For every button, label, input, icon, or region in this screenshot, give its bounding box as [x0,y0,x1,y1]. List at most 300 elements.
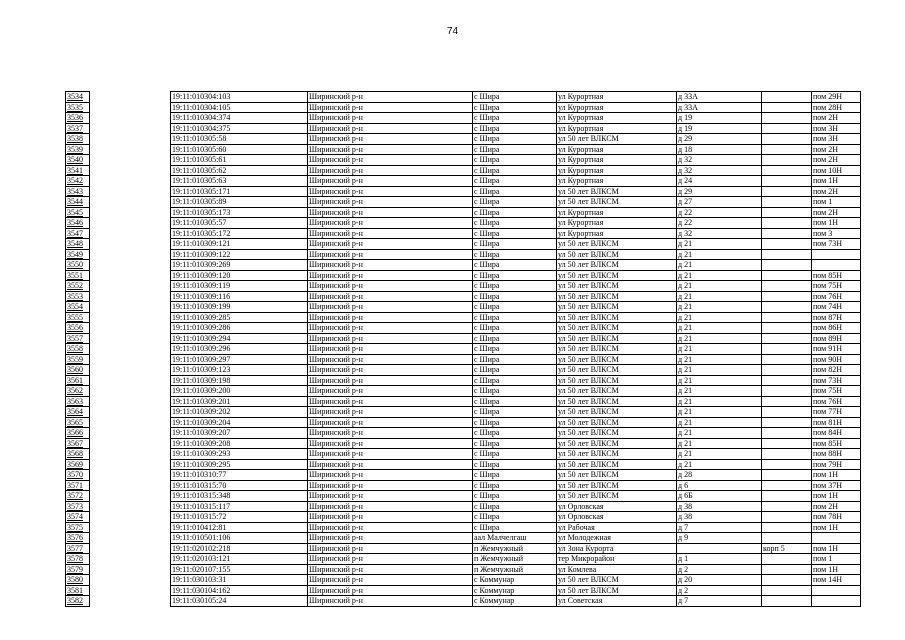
district-cell: Ширинский р-н [308,260,473,271]
table-row [66,186,861,197]
spacer-cell [90,344,171,355]
spacer-cell [90,449,171,460]
district-cell: Ширинский р-н [308,134,473,145]
settlement-cell: с Шира [473,207,557,218]
house-cell: д 21 [677,396,762,407]
spacer-cell [90,575,171,586]
building-cell [762,365,812,376]
spacer-cell [90,333,171,344]
settlement-cell: п Жемчужный [473,564,557,575]
house-cell: д 21 [677,407,762,418]
district-cell: Ширинский р-н [308,449,473,460]
house-cell: д 29 [677,134,762,145]
spacer-cell [90,123,171,134]
row-number-cell: 3571 [66,480,90,491]
spacer-cell [90,113,171,124]
house-cell: д 24 [677,176,762,187]
house-cell: д 18 [677,144,762,155]
settlement-cell: с Шира [473,218,557,229]
house-cell: д 38 [677,501,762,512]
cadastral-number-cell: 19:11:010309:294 [171,333,308,344]
district-cell: Ширинский р-н [308,596,473,607]
street-cell: ул Орловская [557,512,677,523]
cadastral-number-cell: 19:11:010304:103 [171,92,308,103]
cadastral-number-cell: 19:11:010305:61 [171,155,308,166]
cadastral-number-cell: 19:11:010315:72 [171,512,308,523]
table-row [66,543,861,554]
row-number-cell: 3576 [66,533,90,544]
district-cell: Ширинский р-н [308,396,473,407]
street-cell: ул Курортная [557,218,677,229]
row-number-cell: 3549 [66,249,90,260]
premises-cell: пом 2Н [812,144,861,155]
premises-cell: пом 86Н [812,323,861,334]
house-cell: д 21 [677,333,762,344]
premises-cell: пом 28Н [812,102,861,113]
row-number-cell: 3535 [66,102,90,113]
house-cell: д 33А [677,102,762,113]
table-row [66,165,861,176]
district-cell: Ширинский р-н [308,239,473,250]
house-cell: д 21 [677,249,762,260]
street-cell: ул Курортная [557,176,677,187]
street-cell: ул 50 лет ВЛКСМ [557,491,677,502]
premises-cell: пом 1 [812,197,861,208]
spacer-cell [90,239,171,250]
settlement-cell: с Шира [473,144,557,155]
cadastral-number-cell: 19:11:010309:200 [171,386,308,397]
house-cell: д 6Б [677,491,762,502]
page-number: 74 [446,26,459,37]
street-cell: ул 50 лет ВЛКСМ [557,417,677,428]
premises-cell: пом 3Н [812,134,861,145]
table-row [66,228,861,239]
row-number-cell: 3540 [66,155,90,166]
building-cell [762,291,812,302]
table-row [66,501,861,512]
spacer-cell [90,459,171,470]
spacer-cell [90,281,171,292]
registry-body [66,92,861,607]
spacer-cell [90,354,171,365]
building-cell [762,585,812,596]
table-row [66,102,861,113]
table-row [66,365,861,376]
street-cell: ул Курортная [557,228,677,239]
row-number-cell: 3547 [66,228,90,239]
street-cell: ул Курортная [557,92,677,103]
cadastral-number-cell: 19:11:010315:117 [171,501,308,512]
spacer-cell [90,407,171,418]
row-number-cell: 3570 [66,470,90,481]
spacer-cell [90,501,171,512]
spacer-cell [90,470,171,481]
cadastral-number-cell: 19:11:010309:121 [171,239,308,250]
cadastral-number-cell: 19:11:010305:171 [171,186,308,197]
cadastral-number-cell: 19:11:010309:207 [171,428,308,439]
district-cell: Ширинский р-н [308,354,473,365]
premises-cell [812,533,861,544]
premises-cell: пом 14Н [812,575,861,586]
table-row [66,386,861,397]
house-cell: д 38 [677,512,762,523]
district-cell: Ширинский р-н [308,323,473,334]
row-number-cell: 3577 [66,543,90,554]
settlement-cell: с Шира [473,228,557,239]
row-number-cell: 3557 [66,333,90,344]
spacer-cell [90,543,171,554]
spacer-cell [90,228,171,239]
premises-cell: пом 88Н [812,449,861,460]
building-cell [762,564,812,575]
house-cell: д 21 [677,239,762,250]
settlement-cell: с Шира [473,176,557,187]
settlement-cell: с Шира [473,480,557,491]
settlement-cell: с Шира [473,291,557,302]
row-number-cell: 3578 [66,554,90,565]
district-cell: Ширинский р-н [308,291,473,302]
house-cell: д 2 [677,585,762,596]
settlement-cell: с Шира [473,270,557,281]
premises-cell: пом 81Н [812,417,861,428]
district-cell: Ширинский р-н [308,575,473,586]
premises-cell: пом 37Н [812,480,861,491]
row-number-cell: 3582 [66,596,90,607]
row-number-cell: 3534 [66,92,90,103]
premises-cell: пом 74Н [812,302,861,313]
street-cell: ул 50 лет ВЛКСМ [557,186,677,197]
row-number-cell: 3559 [66,354,90,365]
district-cell: Ширинский р-н [308,144,473,155]
district-cell: Ширинский р-н [308,312,473,323]
premises-cell [812,596,861,607]
building-cell [762,302,812,313]
premises-cell: пом 2Н [812,113,861,124]
premises-cell: пом 75Н [812,386,861,397]
house-cell: д 21 [677,281,762,292]
house-cell: д 22 [677,218,762,229]
premises-cell: пом 77Н [812,407,861,418]
street-cell: ул Зона Курорта [557,543,677,554]
street-cell: ул 50 лет ВЛКСМ [557,386,677,397]
building-cell [762,417,812,428]
premises-cell: пом 3Н [812,123,861,134]
district-cell: Ширинский р-н [308,333,473,344]
spacer-cell [90,144,171,155]
spacer-cell [90,165,171,176]
premises-cell: пом 73Н [812,239,861,250]
table-row [66,459,861,470]
building-cell [762,113,812,124]
table-row [66,470,861,481]
district-cell: Ширинский р-н [308,102,473,113]
premises-cell: пом 73Н [812,375,861,386]
settlement-cell: с Шира [473,449,557,460]
settlement-cell: с Шира [473,155,557,166]
spacer-cell [90,186,171,197]
house-cell: д 33А [677,92,762,103]
row-number-cell: 3568 [66,449,90,460]
spacer-cell [90,480,171,491]
cadastral-number-cell: 19:11:010305:62 [171,165,308,176]
spacer-cell [90,134,171,145]
premises-cell [812,260,861,271]
table-row [66,123,861,134]
cadastral-number-cell: 19:11:010309:293 [171,449,308,460]
premises-cell: пом 1 [812,554,861,565]
building-cell: корп 5 [762,543,812,554]
cadastral-number-cell: 19:11:020102:218 [171,543,308,554]
street-cell: ул 50 лет ВЛКСМ [557,239,677,250]
cadastral-number-cell: 19:11:010412:81 [171,522,308,533]
table-row [66,302,861,313]
row-number-cell: 3563 [66,396,90,407]
house-cell [677,543,762,554]
spacer-cell [90,102,171,113]
table-row [66,512,861,523]
spacer-cell [90,512,171,523]
district-cell: Ширинский р-н [308,165,473,176]
row-number-cell: 3581 [66,585,90,596]
premises-cell: пом 1Н [812,470,861,481]
settlement-cell: с Шира [473,333,557,344]
district-cell: Ширинский р-н [308,302,473,313]
spacer-cell [90,396,171,407]
row-number-cell: 3536 [66,113,90,124]
row-number-cell: 3561 [66,375,90,386]
table-row [66,333,861,344]
table-row [66,585,861,596]
district-cell: Ширинский р-н [308,533,473,544]
premises-cell: пом 85Н [812,438,861,449]
cadastral-number-cell: 19:11:030104:162 [171,585,308,596]
street-cell: ул 50 лет ВЛКСМ [557,365,677,376]
table-row [66,564,861,575]
row-number-cell: 3564 [66,407,90,418]
row-number-cell: 3551 [66,270,90,281]
house-cell: д 2 [677,564,762,575]
building-cell [762,522,812,533]
settlement-cell: с Шира [473,512,557,523]
settlement-cell: с Шира [473,354,557,365]
settlement-cell: с Шира [473,522,557,533]
settlement-cell: с Шира [473,438,557,449]
table-row [66,354,861,365]
row-number-cell: 3556 [66,323,90,334]
cadastral-number-cell: 19:11:010309:199 [171,302,308,313]
settlement-cell: с Шира [473,365,557,376]
row-number-cell: 3553 [66,291,90,302]
house-cell: д 7 [677,596,762,607]
district-cell: Ширинский р-н [308,365,473,376]
street-cell: ул Комлева [557,564,677,575]
building-cell [762,123,812,134]
premises-cell: пом 1Н [812,176,861,187]
spacer-cell [90,564,171,575]
spacer-cell [90,197,171,208]
settlement-cell: с Шира [473,281,557,292]
spacer-cell [90,585,171,596]
street-cell: ул 50 лет ВЛКСМ [557,291,677,302]
street-cell: ул 50 лет ВЛКСМ [557,260,677,271]
table-row [66,491,861,502]
district-cell: Ширинский р-н [308,155,473,166]
cadastral-number-cell: 19:11:010309:286 [171,323,308,334]
row-number-cell: 3575 [66,522,90,533]
street-cell: ул 50 лет ВЛКСМ [557,333,677,344]
settlement-cell: с Шира [473,375,557,386]
premises-cell: пом 79Н [812,459,861,470]
settlement-cell: с Шира [473,428,557,439]
house-cell: д 27 [677,197,762,208]
district-cell: Ширинский р-н [308,554,473,565]
house-cell: д 1 [677,554,762,565]
cadastral-number-cell: 19:11:010309:285 [171,312,308,323]
premises-cell [812,585,861,596]
street-cell: ул 50 лет ВЛКСМ [557,375,677,386]
row-number-cell: 3542 [66,176,90,187]
cadastral-number-cell: 19:11:010309:297 [171,354,308,365]
street-cell: ул 50 лет ВЛКСМ [557,302,677,313]
building-cell [762,386,812,397]
street-cell: ул 50 лет ВЛКСМ [557,354,677,365]
district-cell: Ширинский р-н [308,522,473,533]
row-number-cell: 3566 [66,428,90,439]
house-cell: д 32 [677,155,762,166]
settlement-cell: с Шира [473,491,557,502]
street-cell: ул Советская [557,596,677,607]
spacer-cell [90,176,171,187]
settlement-cell: с Шира [473,407,557,418]
building-cell [762,186,812,197]
row-number-cell: 3579 [66,564,90,575]
table-row [66,375,861,386]
cadastral-number-cell: 19:11:010309:116 [171,291,308,302]
house-cell: д 22 [677,207,762,218]
district-cell: Ширинский р-н [308,491,473,502]
district-cell: Ширинский р-н [308,281,473,292]
spacer-cell [90,260,171,271]
row-number-cell: 3569 [66,459,90,470]
street-cell: ул Молодежная [557,533,677,544]
building-cell [762,323,812,334]
street-cell: ул Курортная [557,165,677,176]
district-cell: Ширинский р-н [308,228,473,239]
premises-cell: пом 78Н [812,512,861,523]
house-cell: д 20 [677,575,762,586]
table-row [66,218,861,229]
cadastral-number-cell: 19:11:010305:89 [171,197,308,208]
row-number-cell: 3543 [66,186,90,197]
row-number-cell: 3574 [66,512,90,523]
building-cell [762,459,812,470]
cadastral-number-cell: 19:11:010310:77 [171,470,308,481]
row-number-cell: 3546 [66,218,90,229]
spacer-cell [90,491,171,502]
building-cell [762,575,812,586]
building-cell [762,102,812,113]
spacer-cell [90,428,171,439]
premises-cell: пом 2Н [812,186,861,197]
table-row [66,281,861,292]
premises-cell: пом 76Н [812,396,861,407]
district-cell: Ширинский р-н [308,113,473,124]
settlement-cell: с Шира [473,134,557,145]
cadastral-number-cell: 19:11:010309:122 [171,249,308,260]
district-cell: Ширинский р-н [308,459,473,470]
settlement-cell: с Шира [473,102,557,113]
street-cell: ул Курортная [557,123,677,134]
house-cell: д 6 [677,480,762,491]
building-cell [762,144,812,155]
row-number-cell: 3541 [66,165,90,176]
settlement-cell: с Шира [473,312,557,323]
district-cell: Ширинский р-н [308,375,473,386]
settlement-cell: с Шира [473,92,557,103]
district-cell: Ширинский р-н [308,501,473,512]
settlement-cell: с Шира [473,197,557,208]
street-cell: ул 50 лет ВЛКСМ [557,249,677,260]
house-cell: д 21 [677,417,762,428]
house-cell: д 7 [677,522,762,533]
spacer-cell [90,218,171,229]
row-number-cell: 3552 [66,281,90,292]
premises-cell: пом 1Н [812,543,861,554]
premises-cell: пом 3 [812,228,861,239]
spacer-cell [90,596,171,607]
street-cell: ул 50 лет ВЛКСМ [557,396,677,407]
table-row [66,554,861,565]
settlement-cell: п Жемчужный [473,543,557,554]
house-cell: д 21 [677,312,762,323]
settlement-cell: с Шира [473,260,557,271]
street-cell: ул 50 лет ВЛКСМ [557,134,677,145]
district-cell: Ширинский р-н [308,123,473,134]
house-cell: д 21 [677,459,762,470]
street-cell: ул Орловская [557,501,677,512]
premises-cell: пом 29Н [812,92,861,103]
building-cell [762,396,812,407]
premises-cell: пом 10Н [812,165,861,176]
table-row [66,480,861,491]
house-cell: д 32 [677,228,762,239]
cadastral-number-cell: 19:11:010305:63 [171,176,308,187]
row-number-cell: 3538 [66,134,90,145]
spacer-cell [90,291,171,302]
table-row [66,428,861,439]
street-cell: ул 50 лет ВЛКСМ [557,585,677,596]
premises-cell: пом 2Н [812,207,861,218]
street-cell: ул 50 лет ВЛКСМ [557,197,677,208]
settlement-cell: с Шира [473,323,557,334]
cadastral-number-cell: 19:11:010305:173 [171,207,308,218]
building-cell [762,333,812,344]
registry-table [65,91,861,607]
settlement-cell: с Шира [473,302,557,313]
premises-cell: пом 76Н [812,291,861,302]
premises-cell: пом 1Н [812,564,861,575]
premises-cell: пом 1Н [812,491,861,502]
house-cell: д 21 [677,323,762,334]
district-cell: Ширинский р-н [308,218,473,229]
house-cell: д 21 [677,386,762,397]
spacer-cell [90,554,171,565]
table-row [66,533,861,544]
table-row [66,239,861,250]
building-cell [762,491,812,502]
street-cell: ул Рабочая [557,522,677,533]
building-cell [762,165,812,176]
